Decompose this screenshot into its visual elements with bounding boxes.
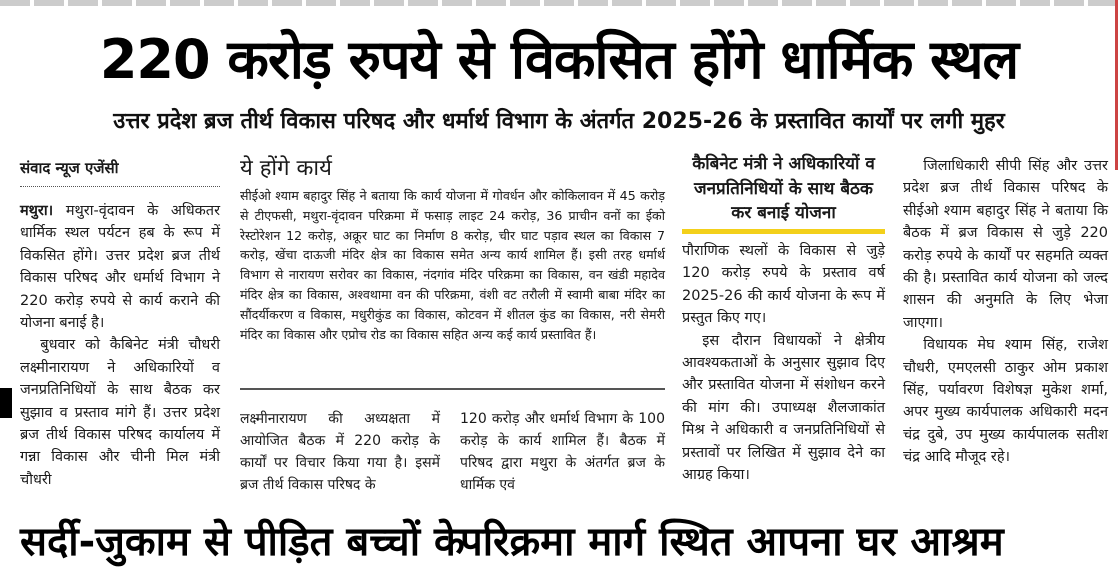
byline: संवाद न्यूज एजेंसी: [20, 156, 220, 187]
adjacent-article-block: [0, 388, 12, 418]
column-2a: लक्ष्मीनारायण की अध्यक्षता में आयोजित बैठक में 220 करोड़ के कार्यों पर विचार किया गया है। इसमें ब्रज तीर्थ विकास परिषद के: [240, 411, 440, 493]
column-3: [682, 240, 885, 486]
next-headline-left: सर्दी-जुकाम से पीड़ित बच्चों के: [20, 519, 465, 565]
column-1: [20, 200, 220, 491]
paragraph-text: मथुरा-वृंदावन के अधिकतर धार्मिक स्थल पर्यटन हब के रूप में विकसित होंगे। उत्तर प्रदेश ब्रज तीर्थ विकास परिषद और धर्मार्थ विभाग ने 220 करोड़ रुपये से कार्य कराने की योजना बनाई है।: [20, 203, 221, 332]
box-body: सीईओ श्याम बहादुर सिंह ने बताया कि कार्य योजना में गोवर्धन और कोकिलावन में 45 करोड़ से टीएफसी, मथुरा-वृंदावन परिक्रमा में फसाड़ लाइट 24 करोड़, 36 प्राचीन वनों का ईको रेस्टोरेशन 12 करोड़, अक्रूर घाट का निर्माण 8 करोड़, चीर घाट पड़ाव स्थल का विकास 7 करोड़, खेंचा दाऊजी मंदिर क्षेत्र का विकास समेत अन्य कार्य शामिल हैं। इसी तरह धर्मार्थ विभाग से नारायण सरोवर का विकास, नंदगांव मंदिर परिक्रमा का विकास, वन खंडी महादेव मंदिर क्षेत्र का विकास, अश्वथामा वन की परिक्रमा, वंशी वट तरौली में स्वामी बाबा मंदिर का सौंदर्यीकरण व विकास, मधुरीकुंड का विकास, कोटवन में शीतल कुंड का विकास, नरी सेमरी मंदिर का विकास और एप्रोच रोड का विकास सहित अन्य कई कार्य प्रस्तावित हैं।: [240, 188, 665, 342]
side-heading: कैबिनेट मंत्री ने अधिकारियों व जनप्रतिनिधियों के साथ बैठक कर बनाई योजना: [692, 154, 875, 223]
paragraph: पौराणिक स्थलों के विकास से जुड़े 120 करोड़ रुपये के प्रस्ताव वर्ष 2025-26 की कार्य योजना के रूप में प्रस्तुत किए गए।: [682, 243, 885, 327]
paragraph: जिलाधिकारी सीपी सिंह और उत्तर प्रदेश ब्रज तीर्थ विकास परिषद के सीईओ श्याम बहादुर सिंह ने बताया कि बैठक में ब्रज विकास से जुड़े 220 करोड़ रुपये के कार्यों पर सहमति व्यक्त की है। प्रस्तावित कार्य योजना को जल्द शासन की अनुमति के लिए भेजा जाएगा।: [903, 158, 1108, 331]
paragraph-intro: [20, 200, 220, 334]
dateline: मथुरा।: [20, 203, 54, 219]
headline: 220 करोड़ रुपये से विकसित होंगे धार्मिक स्थल: [99, 28, 1019, 91]
paragraph: विधायक मेघ श्याम सिंह, राजेश चौधरी, एमएलसी ठाकुर ओम प्रकाश सिंह, पर्यावरण विशेषज्ञ मुकेश शर्मा, अपर मुख्य कार्यपालक अधिकारी मदन चंद्र दुबे, उप मुख्य कार्यपालक सतीश चंद्र आदि मौजूद रहे।: [903, 337, 1108, 466]
paragraph: बुधवार को कैबिनेट मंत्री चौधरी लक्ष्मीनारायण ने अधिकारियों व जनप्रतिनिधियों के साथ बैठक कर सुझाव व प्रस्ताव मांगे हैं। उत्तर प्रदेश ब्रज तीर्थ विकास परिषद कार्यालय में गन्ना विकास और चीनी मिल मंत्री चौधरी: [20, 337, 220, 488]
highlight-bar: [682, 229, 885, 234]
subheadline: उत्तर प्रदेश ब्रज तीर्थ विकास परिषद और धर्मार्थ विभाग के अंतर्गत 2025-26 के प्रस्तावित कार्यों पर लगी मुहर: [113, 109, 1005, 134]
works-box: [240, 152, 665, 390]
box-title: ये होंगे कार्य: [240, 156, 332, 181]
paragraph: इस दौरान विधायकों ने क्षेत्रीय आवश्यकताओं के अनुसार सुझाव दिए और प्रस्तावित योजना में संशोधन करने की मांग की। उपाध्यक्ष शैलजाकांत मिश्र ने अधिकारी व जनप्रतिनिधियों से प्रस्तावों पर लिखित में सुझाव देने का आग्रह किया।: [682, 332, 885, 484]
column-4: [903, 155, 1108, 469]
next-headline-right: परिक्रमा मार्ग स्थित आपना घर आश्रम: [460, 519, 1004, 565]
previous-article-strip: [0, 0, 1118, 6]
column-2b: 120 करोड़ और धर्मार्थ विभाग के 100 करोड़ के कार्य शामिल हैं। बैठक में परिषद द्वारा मथुरा के अंतर्गत ब्रज के धार्मिक एवं: [460, 411, 665, 493]
